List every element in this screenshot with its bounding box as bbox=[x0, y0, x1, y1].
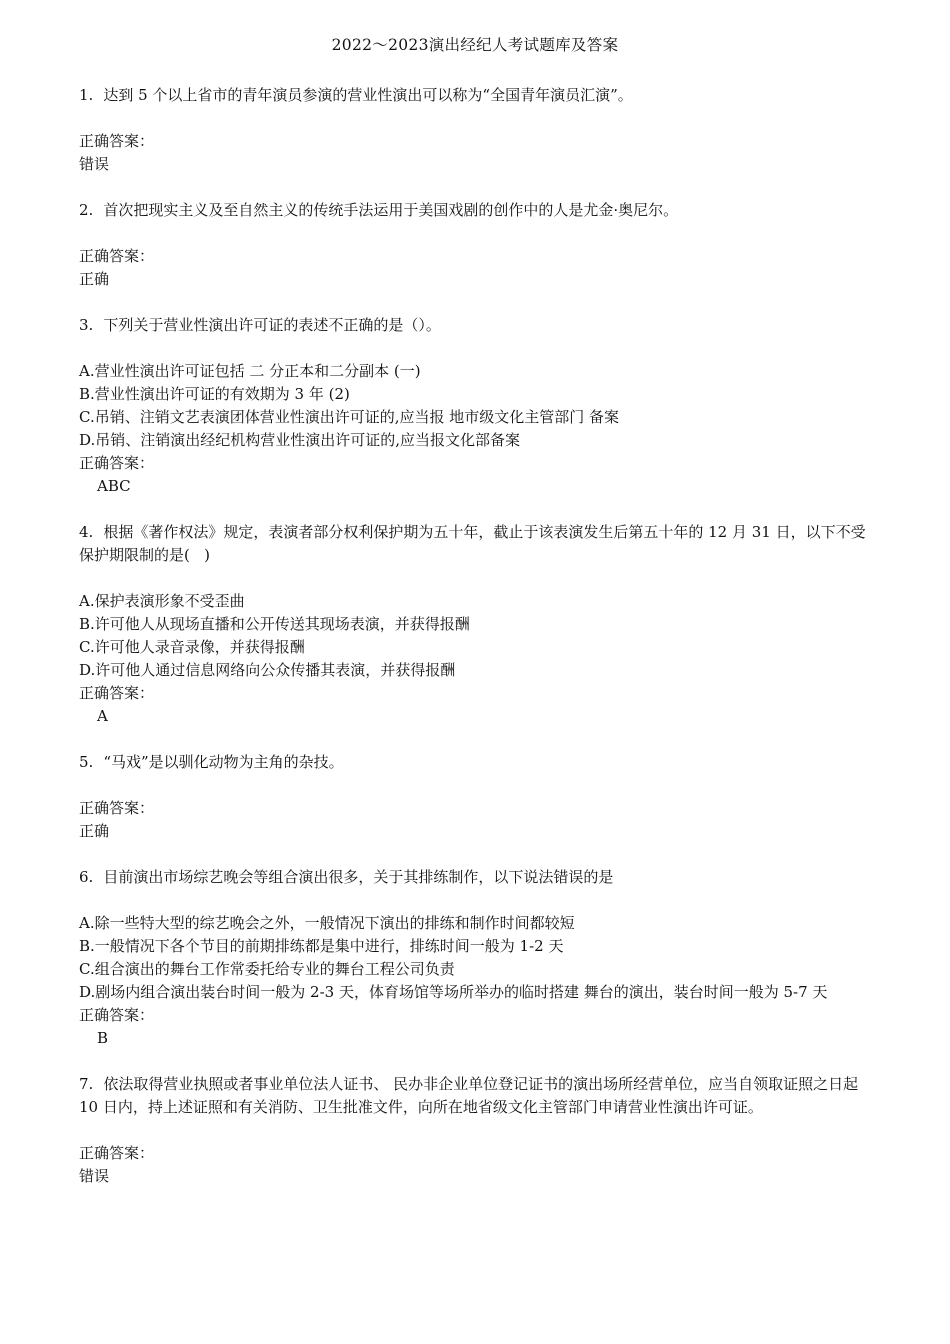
question-number: 3. bbox=[79, 316, 94, 334]
answer-value: ABC bbox=[97, 477, 131, 495]
answer-label: 正确答案： bbox=[79, 454, 155, 472]
option-a: A.营业性演出许可证包括 二 分正本和二分副本 (一) bbox=[79, 362, 421, 380]
question-text: 根据《著作权法》规定，表演者部分权利保护期为五十年，截止于该表演发生后第五十年的 12 月 31 日，以下不受保护期限制的是( ) bbox=[79, 523, 866, 564]
answer-value: 正确 bbox=[79, 270, 110, 288]
question-text: 依法取得营业执照或者事业单位法人证书、 民办非企业单位登记证书的演出场所经营单位，应当自领取证照之日起 10 日内，持上述证照和有关消防、卫生批准文件，向所在地省级文化主管部门申请营业性演出许可证。 bbox=[79, 1075, 863, 1116]
question-stem bbox=[79, 751, 874, 774]
question-text: 目前演出市场综艺晚会等组合演出很多，关于其排练制作，以下说法错误的是 bbox=[103, 868, 614, 886]
option-d: D.剧场内组合演出装台时间一般为 2-3 天，体育场馆等场所举办的临时搭建 舞台的演出，装台时间一般为 5-7 天 bbox=[79, 983, 828, 1001]
question-number: 5. bbox=[79, 753, 94, 771]
question-stem bbox=[79, 199, 874, 222]
question-stem bbox=[79, 314, 874, 337]
option-d: D.吊销、注销演出经纪机构营业性演出许可证的,应当报文化部备案 bbox=[79, 431, 521, 449]
question-stem bbox=[79, 866, 874, 889]
question-number: 6. bbox=[79, 868, 94, 886]
answer-value: 错误 bbox=[79, 1167, 110, 1185]
answer-value: A bbox=[97, 707, 108, 725]
question-item bbox=[79, 751, 874, 866]
question-stem bbox=[79, 84, 874, 107]
question-text: 下列关于营业性演出许可证的表述不正确的是（）。 bbox=[103, 316, 441, 334]
question-text: 达到 5 个以上省市的青年演员参演的营业性演出可以称为“全国青年演员汇演”。 bbox=[103, 86, 633, 104]
question-stem bbox=[79, 1073, 874, 1119]
question-item bbox=[79, 521, 874, 751]
question-stem bbox=[79, 521, 874, 567]
option-b: B.许可他人从现场直播和公开传送其现场表演，并获得报酬 bbox=[79, 615, 470, 633]
answer-label: 正确答案： bbox=[79, 132, 155, 150]
option-c: C.组合演出的舞台工作常委托给专业的舞台工程公司负责 bbox=[79, 960, 455, 978]
option-a: A.除一些特大型的综艺晚会之外，一般情况下演出的排练和制作时间都较短 bbox=[79, 914, 575, 932]
answer-label: 正确答案： bbox=[79, 799, 155, 817]
question-number: 4. bbox=[79, 523, 94, 541]
question-item bbox=[79, 84, 874, 199]
option-d: D.许可他人通过信息网络向公众传播其表演，并获得报酬 bbox=[79, 661, 456, 679]
answer-label: 正确答案： bbox=[79, 684, 155, 702]
question-number: 7. bbox=[79, 1075, 94, 1093]
question-item bbox=[79, 866, 874, 1073]
option-a: A.保护表演形象不受歪曲 bbox=[79, 592, 245, 610]
option-c: C.吊销、注销文艺表演团体营业性演出许可证的,应当报 地市级文化主管部门 备案 bbox=[79, 408, 620, 426]
question-text: 首次把现实主义及至自然主义的传统手法运用于美国戏剧的创作中的人是尤金·奥尼尔。 bbox=[103, 201, 679, 219]
option-b: B.一般情况下各个节目的前期排练都是集中进行，排练时间一般为 1-2 天 bbox=[79, 937, 564, 955]
answer-label: 正确答案： bbox=[79, 247, 155, 265]
question-item bbox=[79, 1073, 874, 1188]
answer-value: 正确 bbox=[79, 822, 110, 840]
option-c: C.许可他人录音录像，并获得报酬 bbox=[79, 638, 305, 656]
question-number: 2. bbox=[79, 201, 94, 219]
option-b: B.营业性演出许可证的有效期为 3 年 (2) bbox=[79, 385, 350, 403]
question-number: 1. bbox=[79, 86, 94, 104]
document-title: 2022～2023演出经纪人考试题库及答案 bbox=[331, 36, 619, 54]
question-text: “马戏”是以驯化动物为主角的杂技。 bbox=[103, 753, 344, 771]
question-item bbox=[79, 199, 874, 314]
answer-label: 正确答案： bbox=[79, 1144, 155, 1162]
question-list bbox=[79, 84, 874, 1188]
question-item bbox=[79, 314, 874, 521]
answer-value: B bbox=[97, 1029, 109, 1047]
answer-value: 错误 bbox=[79, 155, 110, 173]
answer-label: 正确答案： bbox=[79, 1006, 155, 1024]
